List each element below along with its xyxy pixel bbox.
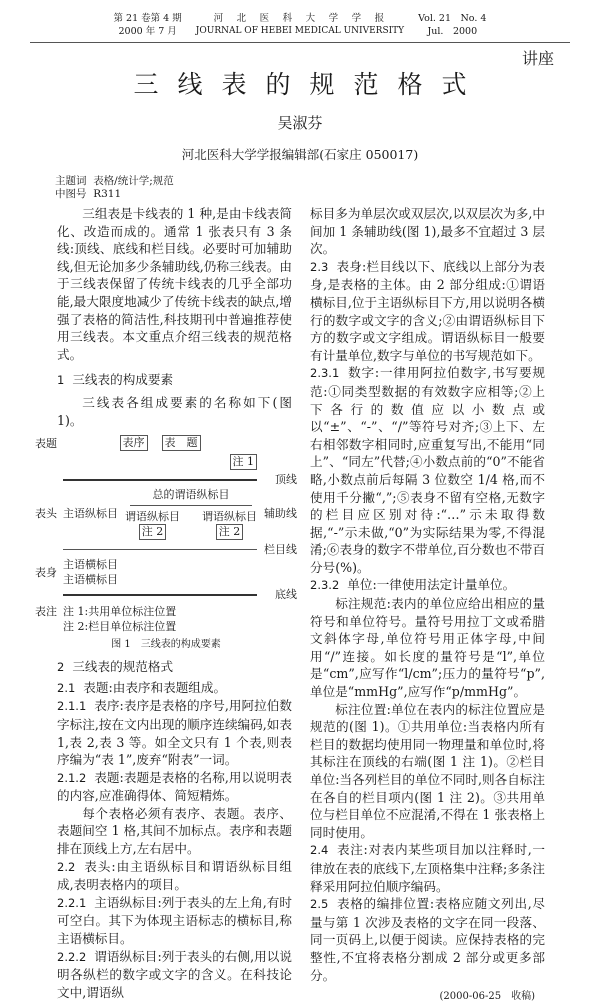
label-bottom-line: 底线 [275, 588, 297, 602]
note-1-box: 注 1 [230, 454, 258, 470]
header-rule [30, 42, 570, 43]
intro-paragraph: 三组表是卡线表的 1 种,是由卡线表简化、改造而成的。通常 1 张表只有 3 条线:顶线、底线和栏目线。必要时可加辅助线,但无论加多少条辅助线,仍称三线表。由于三线表保留了传统卡线表的几乎全部功能,最大限度地减少了传统卡线表的缺点,增强了表格的简洁性,科技期刊中普遍推荐使用三线表。本文重点介绍三线表的规范格式。 [57, 206, 292, 362]
label-top-line: 顶线 [275, 473, 297, 487]
column-line [63, 549, 257, 550]
section-2-heading [57, 658, 292, 677]
paragraph-unit-notation: 标注规范:表内的单位应给出相应的量符号和单位符号。量符号用拉丁文或希腊文斜体字母,单位符号用正体字母,中间用“/”连接。如长度的量符号是“l”,单位是“cm”,应写作“l/cm”;压力的量符号“p”,单位是“mmHg”,应写作“p/mmHg”。 [310, 596, 545, 700]
section-2-2-1 [57, 894, 292, 948]
keywords-label: 主题词 [55, 175, 87, 187]
section-text: 表题:表题是表格的名称,用以说明表的内容,应准确得体、简短精炼。 [57, 769, 292, 804]
note-2-box: 注 2 [216, 524, 244, 540]
section-2-5 [310, 895, 545, 984]
section-number: 2.1 [57, 680, 76, 695]
table-title-box: 表 题 [162, 435, 201, 451]
section-number: 2.3 [310, 259, 329, 274]
figure-row-bottom-line [35, 587, 297, 602]
header-center [196, 12, 404, 38]
stub-row-2: 主语横标目 [63, 573, 118, 587]
spanner-head: 总的谓语纵标目 [152, 488, 230, 502]
figure-row-title [35, 435, 297, 451]
section-2-4 [310, 841, 545, 895]
section-number: 2.5 [310, 897, 329, 912]
section-number: 2.3.2 [310, 578, 340, 593]
journal-header [0, 0, 600, 38]
note-2-box: 注 2 [139, 524, 167, 540]
column-head-2: 谓语纵标目 [202, 510, 257, 524]
column-heads [125, 509, 257, 540]
section-text: 主语纵标目:列于表头的左上角,有时可空白。其下为体现主语标志的横标目,称主语横标目。 [57, 894, 292, 947]
figure-1 [35, 435, 297, 652]
column-head-group [202, 509, 257, 540]
volume-issue-cn: 第 21 卷第 4 期 [113, 13, 182, 24]
section-1-text: 三线表各组成要素的名称如下(图 1)。 [57, 394, 292, 428]
body-columns [35, 205, 545, 1006]
section-text: 单位:一律使用法定计量单位。 [347, 577, 516, 593]
table-body-rows [63, 557, 257, 587]
header-left [114, 12, 182, 38]
section-number: 2 [57, 660, 65, 675]
section-2-3-1 [310, 364, 545, 576]
section-title: 三线表的构成要素 [72, 372, 174, 388]
figure-row-column-line [35, 542, 297, 557]
clc-label: 中图号 [55, 188, 87, 200]
section-2-2 [57, 858, 292, 894]
section-text: 谓语纵标目:列于表头的右侧,用以说明各纵栏的数字或文字的含义。在科技论文中,谓语纵 [57, 948, 292, 1000]
paragraph-continued: 标目多为单层次或双层次,以双层次为多,中间加 1 条辅助线(图 1),最多不宜超过 3 层次。 [310, 206, 545, 257]
section-2-1-2 [57, 769, 292, 805]
figure-row-head [35, 487, 297, 540]
figure-row-note1 [35, 454, 297, 470]
section-2-3 [310, 258, 545, 365]
title-boxes [63, 435, 257, 451]
article-title: 三线表的规范格式 [133, 70, 486, 99]
label-footnote: 表注 [35, 605, 57, 619]
section-number: 2.1.2 [57, 770, 87, 785]
column-head-group [125, 509, 180, 540]
label-table-body: 表身 [35, 565, 57, 579]
section-text: 表题:由表序和表题组成。 [83, 679, 227, 695]
paragraph: 每个表格必须有表序、表题。表序、表题间空 1 格,其间不加标点。表序和表题排在顶线上方,左右居中。 [57, 805, 292, 857]
footnote-1: 注 1:共用单位标注位置 [63, 605, 177, 619]
journal-name-cn: 河 北 医 科 大 学 学 报 [213, 13, 387, 24]
keywords-block [55, 175, 600, 201]
table-number-box: 表序 [120, 435, 148, 451]
section-2-1 [57, 679, 292, 698]
label-table-title: 表题 [35, 436, 57, 450]
label-column-line: 栏目线 [264, 543, 297, 557]
section-number: 2.1.1 [57, 699, 87, 714]
section-text: 数字:一律用阿拉伯数字,书写要规范:①同类型数据的有效数字应相等;②上下各行的数值应以小数点或以“±”、“-”、“/”等符号对齐;③上下、左右相邻数字相同时,应重复写出,不能用“同上”、“同左”代替;④小数点前的“0”不能省略,小数点前后每隔 3 位数空 1/4 格,而不使用千分撇“,”;⑤表身不留有空格,无数字的栏目应区别对待:“…”示未取得数据,“-”示未做,“0”为实际结果为零,不得混淆;⑥表身的数字不带单位,百分数也不带百分号(%)。 [310, 365, 545, 575]
footnotes [63, 604, 297, 634]
clc-number: R311 [93, 188, 122, 200]
header-right [418, 12, 486, 38]
section-text: 表头:由主语纵标目和谓语纵标目组成,表明表格内的项目。 [57, 858, 292, 893]
section-number: 2.4 [310, 843, 329, 858]
stub-head: 主语纵标目 [63, 507, 118, 521]
section-number: 1 [57, 373, 65, 388]
bottom-line [63, 594, 257, 596]
figure-row-top-line [35, 472, 297, 487]
section-number: 2.2.2 [57, 949, 87, 964]
journal-name-en: JOURNAL OF HEBEI MEDICAL UNIVERSITY [195, 26, 405, 36]
section-number: 2.2.1 [57, 895, 87, 910]
date-en: Jul. 2000 [427, 26, 478, 37]
auxiliary-line [130, 505, 251, 506]
figure-caption: 图 1 三线表的构成要素 [111, 639, 221, 651]
section-text: 表格的编排位置:表格应随文列出,尽量与第 1 次涉及表格的文字在同一段落、同一页码上,以便于阅读。应保持表格的完整性,不宜将表格分割成 2 部分或更多部分。 [310, 896, 545, 983]
stub-row-1: 主语横标目 [63, 558, 118, 572]
received-date: (2000-06-25 收稿) [439, 991, 535, 1003]
top-line [63, 479, 257, 481]
label-aux-line: 辅助线 [264, 507, 297, 521]
footnote-2: 注 2:栏目单位标注位置 [63, 620, 177, 634]
section-2-1-1 [57, 697, 292, 768]
author: 吴淑芬 [277, 114, 323, 132]
figure-row-body [35, 557, 297, 587]
section-2-2-2 [57, 948, 292, 1002]
label-table-head: 表头 [35, 507, 57, 521]
date-cn: 2000 年 7 月 [118, 26, 177, 37]
volume-issue-en: Vol. 21 No. 4 [418, 13, 487, 24]
paragraph-unit-position: 标注位置:单位在表内的标注位置应是规范的(图 1)。①共用单位:当表格内所有栏目的数据均使用同一物理量和单位时,将其标注在顶线的右端(图 1 注 1)。②栏目单位:当各列栏目的单位不同时,则各自标注在各自的栏目项内(图 1 注 2)。③共用单位与栏目单位不应混淆,不得在 1 张表格上同时使用。 [310, 701, 545, 840]
spanner-block [125, 487, 257, 540]
section-number: 2.3.1 [310, 366, 340, 381]
section-text: 表身:栏目线以下、底线以上部分为表身,是表格的主体。由 2 部分组成:①谓语横标目,位于主语纵标目下方,用以说明各横行的数字或文字的含义;②由谓语纵标目下方的数字或文字组成。谓语纵标目一般要有计量单位,数字与单位的书写规范如下。 [310, 258, 545, 363]
column-head-1: 谓语纵标目 [125, 510, 180, 524]
section-2-3-2 [310, 576, 545, 595]
section-text: 表序:表序是表格的序号,用阿拉伯数字标注,按在文内出现的顺序连续编码,如表 1,表 2,表 3 等。如全文只有 1 个表,则表序编为“表 1”,废弃“附表”一词。 [57, 698, 292, 768]
right-column [310, 205, 545, 1006]
figure-row-footnote [35, 604, 297, 634]
section-text: 表注:对表内某些项目加以注释时,一律放在表的底线下,左顶格集中注释;多条注释采用阿拉伯顺序编码。 [310, 842, 545, 894]
section-1-heading [57, 371, 292, 390]
column-tag: 讲座 [521, 49, 554, 68]
affiliation: 河北医科大学学报编辑部(石家庄 050017) [181, 147, 419, 162]
section-title: 三线表的规范格式 [72, 659, 174, 675]
table-head [63, 487, 257, 540]
left-column [35, 205, 297, 1006]
section-number: 2.2 [57, 859, 76, 874]
keywords: 表格/统计学;规范 [93, 175, 174, 187]
